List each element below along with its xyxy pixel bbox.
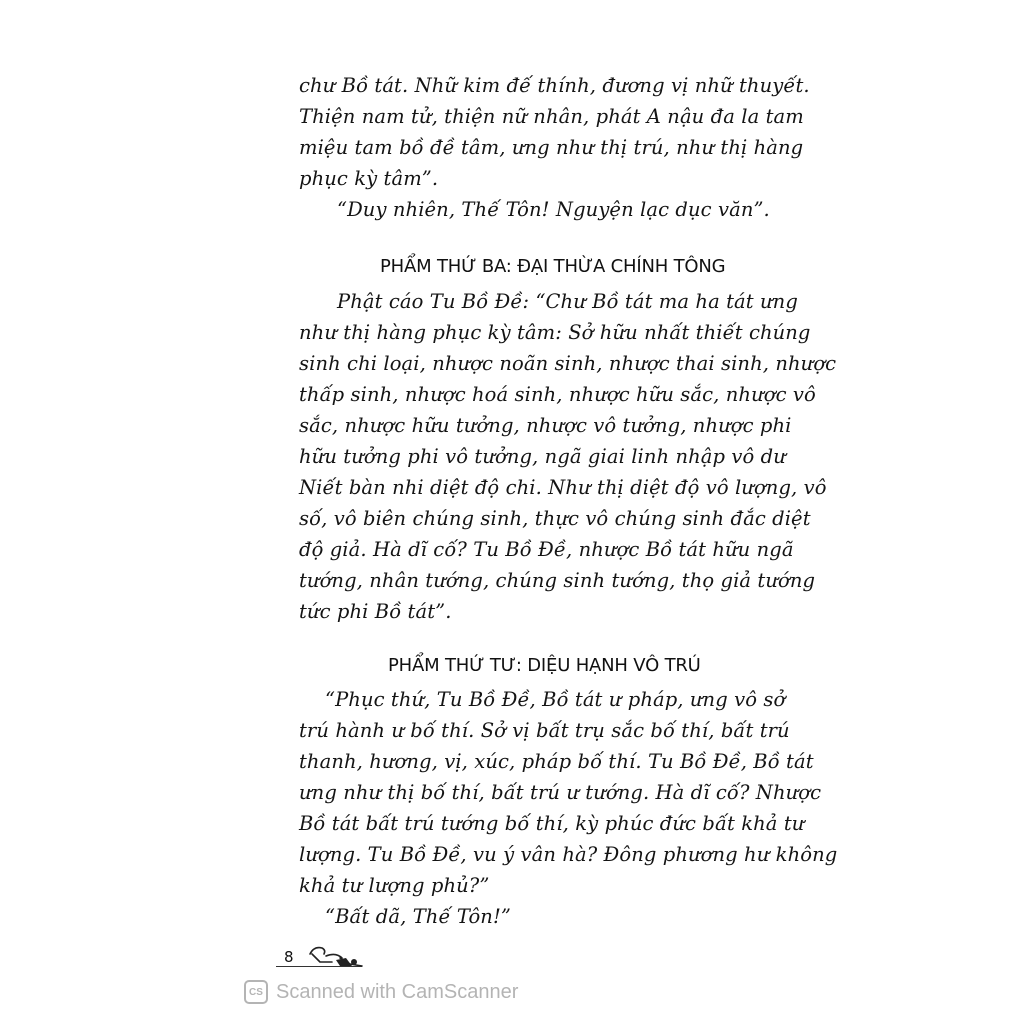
section-heading: PHẨM THỨ BA: ĐẠI THỪA CHÍNH TÔNG bbox=[380, 256, 726, 277]
text-line: Bồ tát bất trú tướng bố thí, kỳ phúc đức bất khả tư bbox=[299, 812, 805, 835]
text-line: miệu tam bồ đề tâm, ưng như thị trú, như thị hàng bbox=[299, 136, 804, 159]
text-line: lượng. Tu Bồ Đề, vu ý vân hà? Đông phương hư không bbox=[299, 843, 838, 866]
text-line: như thị hàng phục kỳ tâm: Sở hữu nhất thiết chúng bbox=[299, 321, 811, 344]
text-line: số, vô biên chúng sinh, thực vô chúng sinh đắc diệt bbox=[299, 507, 811, 530]
section-heading: PHẨM THỨ TƯ: DIỆU HẠNH VÔ TRÚ bbox=[388, 655, 701, 676]
scanner-watermark bbox=[244, 978, 518, 1006]
text-line: “Bất dã, Thế Tôn!” bbox=[325, 905, 511, 928]
text-line: Phật cáo Tu Bồ Đề: “Chư Bồ tát ma ha tát ưng bbox=[337, 290, 798, 313]
watermark-text: Scanned with CamScanner bbox=[276, 980, 519, 1003]
text-line: chư Bồ tát. Nhữ kim đế thính, đương vị nhữ thuyết. bbox=[299, 74, 810, 97]
camscanner-logo-icon: CS bbox=[244, 980, 268, 1004]
text-line: tức phi Bồ tát”. bbox=[299, 600, 452, 623]
text-line: sắc, nhược hữu tưởng, nhược vô tưởng, nhược phi bbox=[299, 414, 792, 437]
text-line: thấp sinh, nhược hoá sinh, nhược hữu sắc, nhược vô bbox=[299, 383, 816, 406]
text-line: sinh chi loại, nhược noãn sinh, nhược thai sinh, nhược bbox=[299, 352, 837, 375]
text-line: Niết bàn nhi diệt độ chi. Như thị diệt độ vô lượng, vô bbox=[299, 476, 827, 499]
text-line: tướng, nhân tướng, chúng sinh tướng, thọ giả tướng bbox=[299, 569, 816, 592]
text-line: thanh, hương, vị, xúc, pháp bố thí. Tu Bồ Đề, Bồ tát bbox=[299, 750, 814, 773]
text-line: khả tư lượng phủ?” bbox=[299, 874, 490, 897]
text-line: Thiện nam tử, thiện nữ nhân, phát A nậu đa la tam bbox=[299, 105, 804, 128]
text-line: hữu tưởng phi vô tưởng, ngã giai linh nhập vô dư bbox=[299, 445, 786, 468]
text-line: độ giả. Hà dĩ cố? Tu Bồ Đề, nhược Bồ tát hữu ngã bbox=[299, 538, 794, 561]
text-line: “Phục thứ, Tu Bồ Đề, Bồ tát ư pháp, ưng vô sở bbox=[325, 688, 786, 711]
text-line: “Duy nhiên, Thế Tôn! Nguyện lạc dục văn”. bbox=[337, 198, 770, 221]
page-number: 8 bbox=[284, 948, 294, 966]
reclining-figure-icon bbox=[306, 940, 366, 970]
text-line: trú hành ư bố thí. Sở vị bất trụ sắc bố thí, bất trú bbox=[299, 719, 790, 742]
text-line: ưng như thị bố thí, bất trú ư tướng. Hà dĩ cố? Nhược bbox=[299, 781, 822, 804]
text-line: phục kỳ tâm”. bbox=[299, 167, 439, 190]
